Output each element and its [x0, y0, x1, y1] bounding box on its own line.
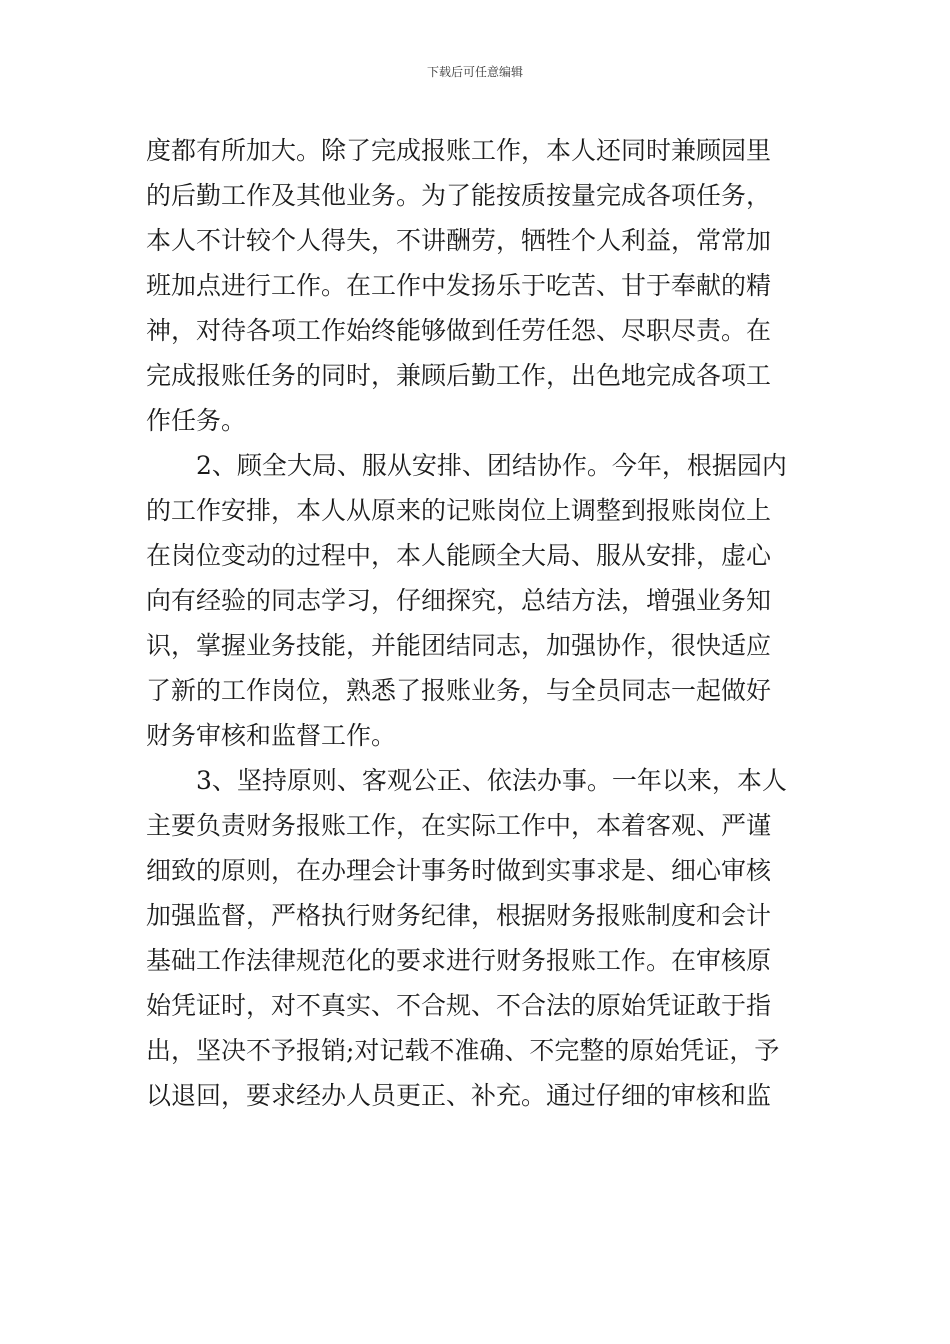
text-line: 以退回，要求经办人员更正、补充。通过仔细的审核和监 — [146, 1081, 772, 1110]
text-line: 的工作安排，本人从原来的记账岗位上调整到报账岗位上 — [146, 496, 772, 525]
text-line: 加强监督，严格执行财务纪律，根据财务报账制度和会计 — [146, 901, 772, 930]
text-line: 向有经验的同志学习，仔细探究，总结方法，增强业务知 — [146, 586, 772, 615]
text-line: 完成报账任务的同时，兼顾后勤工作，出色地完成各项工 — [146, 361, 772, 390]
paragraph-start-line: 3、坚持原则、客观公正、依法办事。一年以来，本人 — [196, 766, 787, 795]
text-line: 识，掌握业务技能，并能团结同志，加强协作，很快适应 — [146, 631, 772, 660]
text-line: 了新的工作岗位，熟悉了报账业务，与全员同志一起做好 — [146, 676, 772, 705]
text-line: 主要负责财务报账工作，在实际工作中，本着客观、严谨 — [146, 811, 772, 840]
page-header: 下载后可任意编辑 — [426, 65, 523, 79]
text-line: 的后勤工作及其他业务。为了能按质按量完成各项任务， — [146, 181, 772, 210]
text-line: 作任务。 — [146, 406, 247, 435]
text-line: 细致的原则，在办理会计事务时做到实事求是、细心审核 — [146, 856, 772, 885]
text-line: 在岗位变动的过程中，本人能顾全大局、服从安排，虚心 — [146, 541, 772, 570]
text-line: 神，对待各项工作始终能够做到任劳任怨、尽职尽责。在 — [146, 316, 772, 345]
text-line: 出，坚决不予报销;对记载不准确、不完整的原始凭证，予 — [146, 1036, 780, 1065]
text-line: 始凭证时，对不真实、不合规、不合法的原始凭证敢于指 — [146, 991, 772, 1020]
text-line: 财务审核和监督工作。 — [146, 721, 397, 750]
text-line: 基础工作法律规范化的要求进行财务报账工作。在审核原 — [146, 946, 772, 975]
text-line: 本人不计较个人得失，不讲酬劳，牺牲个人利益，常常加 — [146, 226, 772, 255]
text-line: 度都有所加大。除了完成报账工作，本人还同时兼顾园里 — [146, 136, 772, 165]
text-line: 班加点进行工作。在工作中发扬乐于吃苦、甘于奉献的精 — [146, 271, 772, 300]
document-body — [146, 128, 806, 1118]
paragraph-start-line: 2、顾全大局、服从安排、团结协作。今年，根据园内 — [196, 451, 787, 480]
